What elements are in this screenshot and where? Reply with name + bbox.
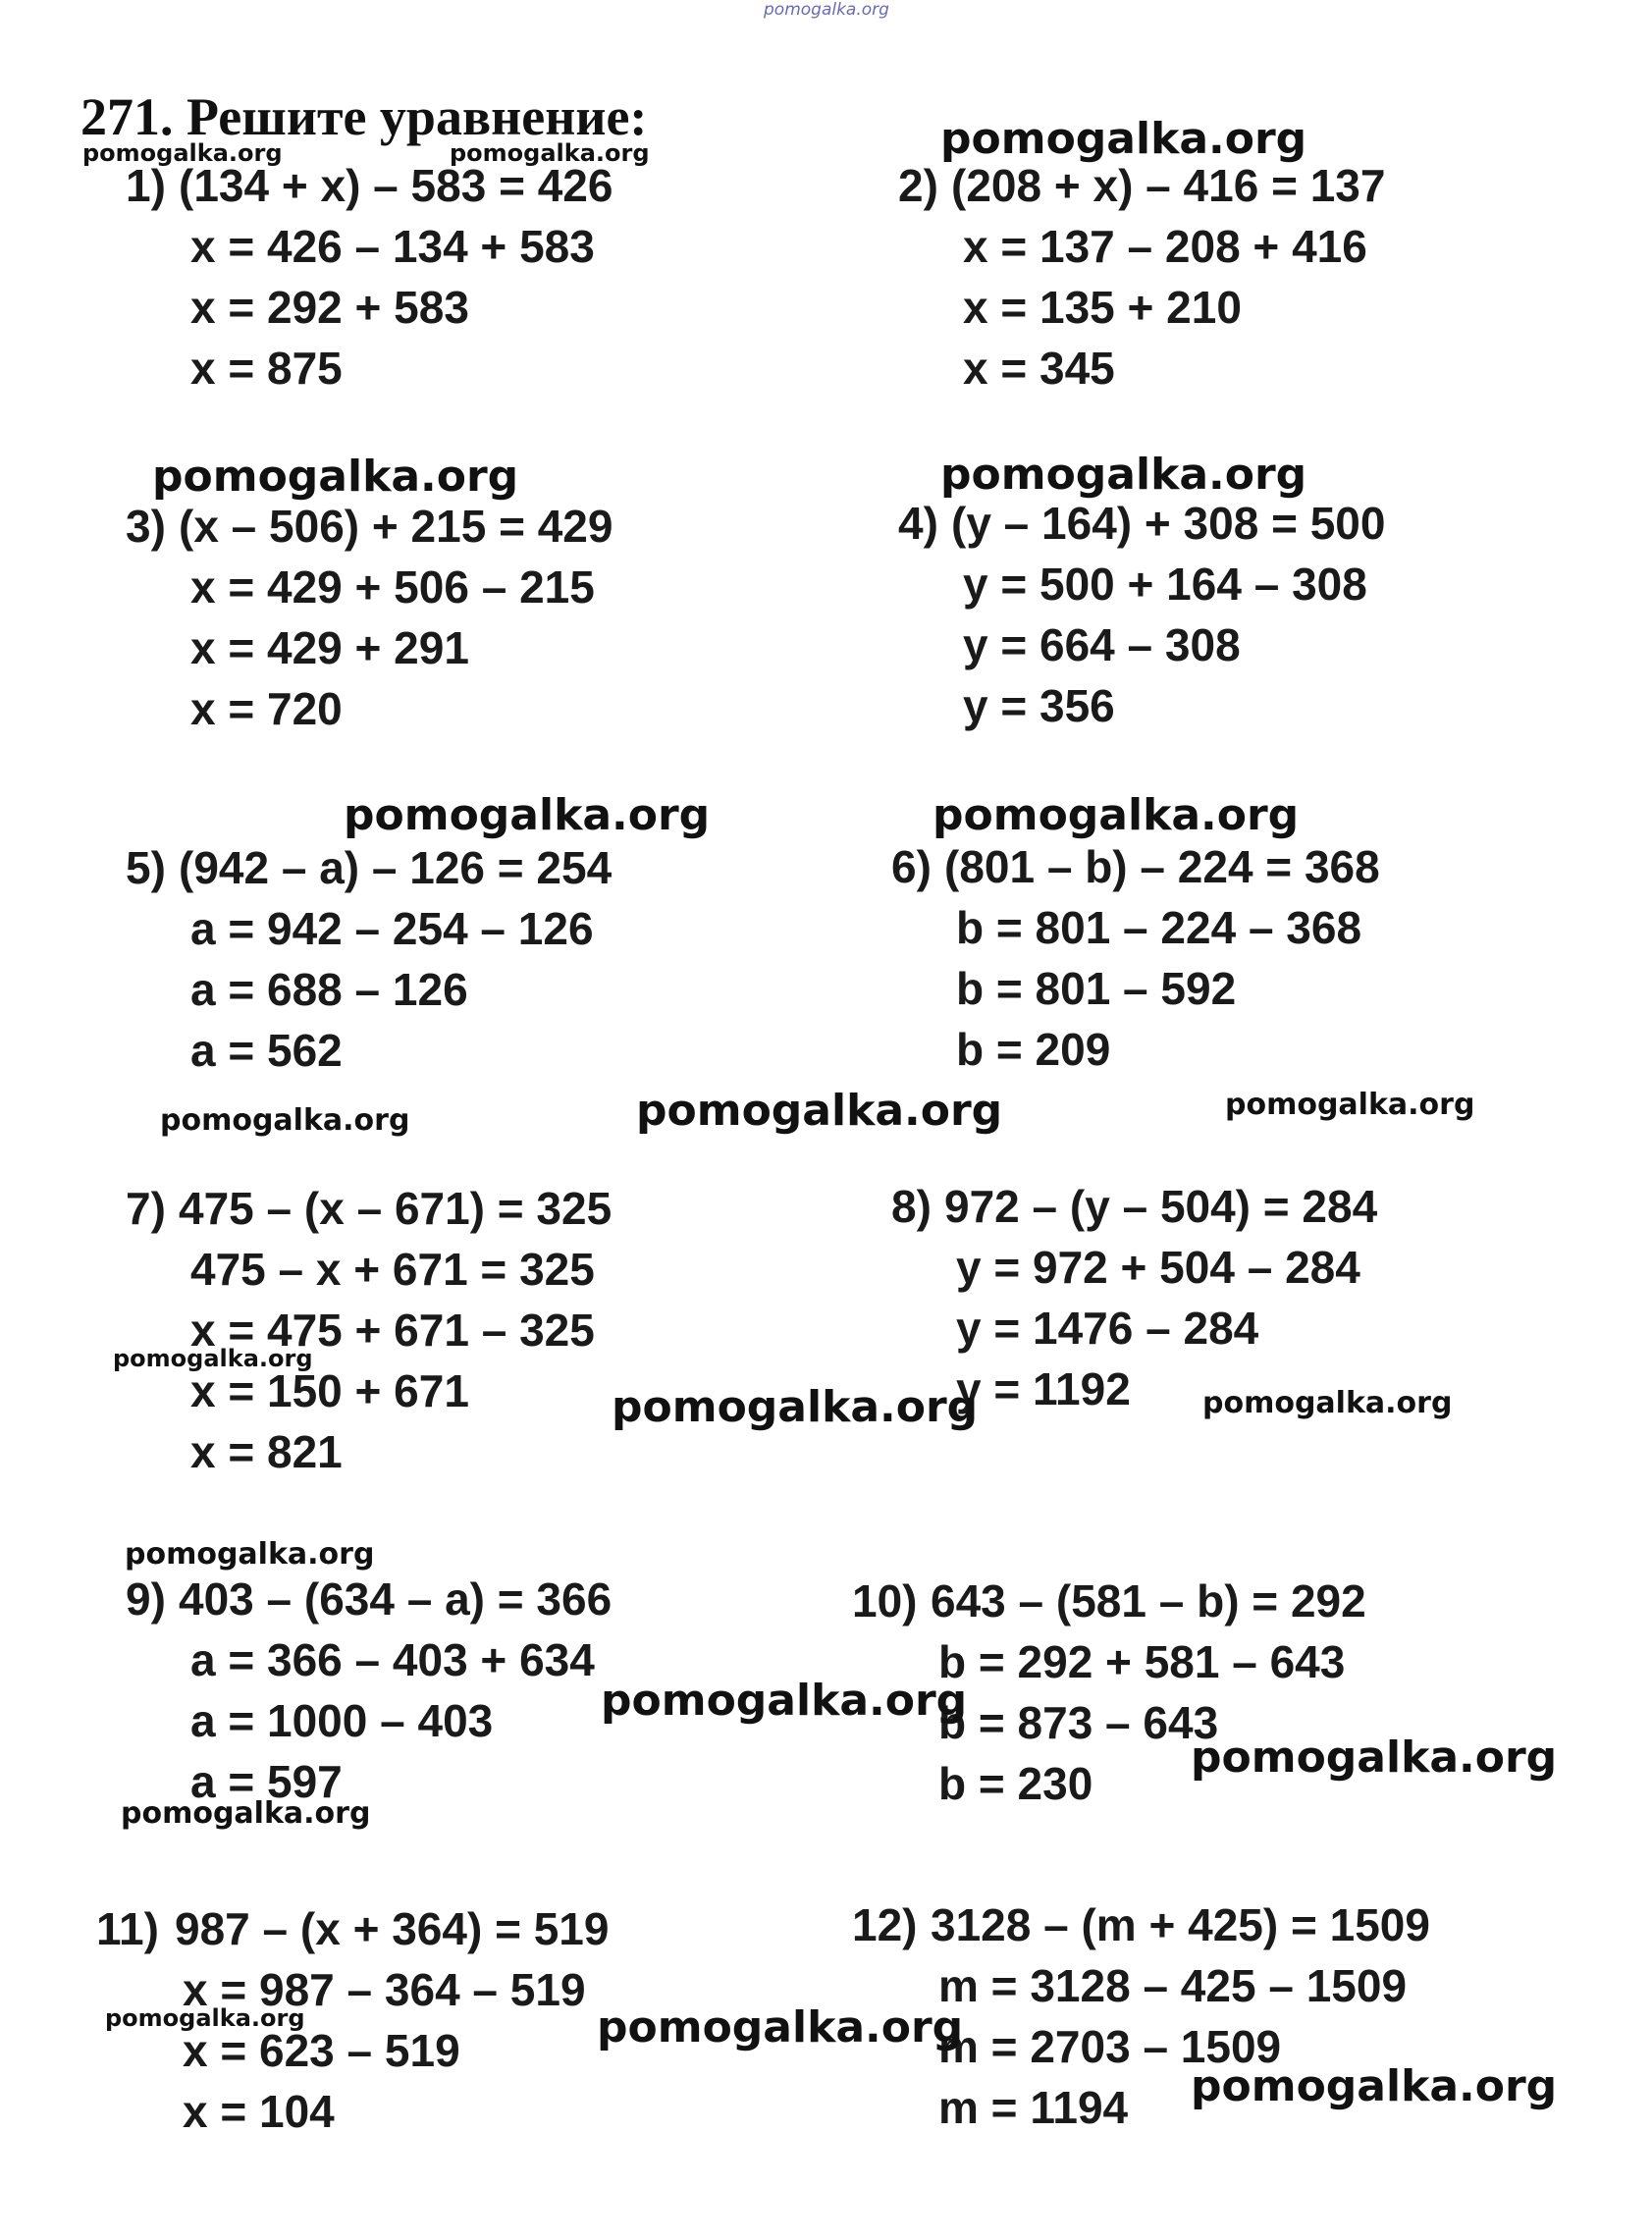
solution-step: x = 135 + 210	[963, 282, 1242, 333]
solution-step: x = 475 + 671 – 325	[190, 1305, 595, 1356]
problem-4	[898, 493, 1385, 736]
watermark: pomogalka.org	[612, 1382, 979, 1432]
watermark: pomogalka.org	[82, 139, 283, 167]
problem-number: 7)	[126, 1183, 166, 1234]
top-watermark: pomogalka.org	[764, 0, 889, 20]
solution-step: b = 209	[956, 1024, 1111, 1075]
problem-number: 3)	[126, 501, 166, 552]
solution-step: x = 292 + 583	[190, 282, 469, 333]
equation: (208 + x) – 416 = 137	[951, 160, 1386, 211]
watermark: pomogalka.org	[1202, 1386, 1453, 1420]
solution-step: b = 292 + 581 – 643	[938, 1636, 1346, 1687]
watermark: pomogalka.org	[160, 1103, 410, 1138]
solution-step: y = 1476 – 284	[956, 1303, 1259, 1354]
equation: 643 – (581 – b) = 292	[931, 1575, 1366, 1626]
problem-2	[898, 155, 1385, 399]
solution-step: a = 597	[190, 1756, 343, 1807]
watermark: pomogalka.org	[940, 114, 1307, 164]
watermark: pomogalka.org	[636, 1086, 1003, 1136]
solution-step: m = 1194	[938, 2082, 1129, 2133]
problem-number: 10)	[852, 1575, 918, 1626]
problem-number: 2)	[898, 160, 938, 211]
solution-step: 475 – x + 671 = 325	[190, 1244, 595, 1295]
watermark: pomogalka.org	[125, 1537, 375, 1572]
problem-number: 6)	[891, 841, 932, 892]
problem-number: 11)	[96, 1903, 159, 1954]
watermark: pomogalka.org	[121, 1796, 371, 1831]
watermark: pomogalka.org	[1225, 1088, 1475, 1122]
equation: 972 – (y – 504) = 284	[944, 1181, 1378, 1232]
solution-step: x = 821	[190, 1426, 343, 1477]
solution-step: b = 873 – 643	[938, 1697, 1219, 1748]
solution-step: y = 972 + 504 – 284	[956, 1242, 1360, 1293]
solution-step: x = 345	[963, 343, 1115, 394]
solution-step: x = 104	[183, 2086, 335, 2137]
problem-number: 9)	[126, 1573, 166, 1625]
solution-step: x = 150 + 671	[190, 1365, 469, 1416]
solution-step: y = 1192	[956, 1363, 1131, 1414]
problem-number: 8)	[891, 1181, 932, 1232]
solution-step: b = 801 – 224 – 368	[956, 902, 1362, 953]
problem-1	[126, 155, 613, 399]
solution-step: b = 801 – 592	[956, 963, 1237, 1014]
problem-7	[126, 1178, 612, 1482]
problem-number: 4)	[898, 498, 938, 549]
solution-step: y = 500 + 164 – 308	[963, 559, 1367, 610]
problem-5	[126, 837, 612, 1081]
equation: 3128 – (m + 425) = 1509	[931, 1899, 1430, 1950]
solution-step: m = 2703 – 1509	[938, 2021, 1282, 2072]
watermark: pomogalka.org	[113, 1345, 313, 1372]
problem-number: 12)	[852, 1899, 918, 1950]
solution-step: a = 1000 – 403	[190, 1695, 494, 1746]
solution-step: a = 366 – 403 + 634	[190, 1634, 595, 1685]
problem-number: 1)	[126, 160, 166, 211]
watermark: pomogalka.org	[1191, 1733, 1558, 1783]
solution-step: x = 137 – 208 + 416	[963, 221, 1367, 272]
watermark: pomogalka.org	[940, 450, 1307, 500]
solution-step: b = 230	[938, 1758, 1093, 1809]
equation: (942 – a) – 126 = 254	[179, 842, 613, 893]
problem-number: 5)	[126, 842, 166, 893]
solution-step: x = 426 – 134 + 583	[190, 221, 595, 272]
equation: (y – 164) + 308 = 500	[951, 498, 1386, 549]
watermark: pomogalka.org	[450, 139, 650, 167]
solution-step: x = 987 – 364 – 519	[183, 1964, 586, 2015]
solution-step: m = 3128 – 425 – 1509	[938, 1960, 1408, 2011]
page-title: 271. Решите уравнение:	[80, 87, 648, 146]
solution-step: x = 429 + 506 – 215	[190, 561, 595, 613]
equation: (134 + x) – 583 = 426	[179, 160, 613, 211]
solution-step: a = 942 – 254 – 126	[190, 903, 594, 954]
equation: 403 – (634 – a) = 366	[179, 1573, 613, 1625]
watermark: pomogalka.org	[597, 2002, 964, 2052]
equation: (x – 506) + 215 = 429	[179, 501, 613, 552]
watermark: pomogalka.org	[344, 790, 711, 840]
equation: 475 – (x – 671) = 325	[179, 1183, 613, 1234]
watermark: pomogalka.org	[105, 2004, 305, 2032]
solution-step: x = 875	[190, 343, 343, 394]
solution-step: a = 688 – 126	[190, 964, 468, 1015]
equation: (801 – b) – 224 = 368	[944, 841, 1380, 892]
solution-step: x = 623 – 519	[183, 2025, 460, 2076]
solution-step: y = 664 – 308	[963, 619, 1241, 670]
solution-step: x = 720	[190, 683, 343, 734]
problem-9	[126, 1569, 612, 1812]
solution-step: y = 356	[963, 680, 1115, 731]
watermark: pomogalka.org	[601, 1676, 968, 1726]
problem-6	[891, 836, 1380, 1080]
problem-3	[126, 496, 613, 739]
solution-step: x = 429 + 291	[190, 622, 469, 673]
watermark: pomogalka.org	[1191, 2061, 1558, 2111]
solution-step: a = 562	[190, 1025, 343, 1076]
watermark: pomogalka.org	[933, 790, 1300, 840]
watermark: pomogalka.org	[152, 452, 519, 502]
equation: 987 – (x + 364) = 519	[175, 1903, 610, 1954]
